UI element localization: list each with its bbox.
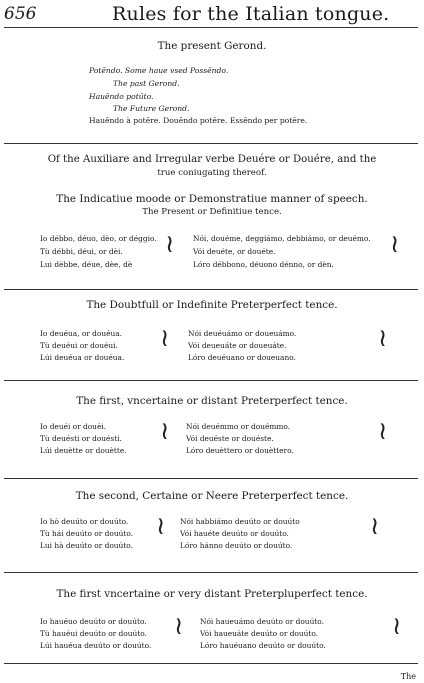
pluperfect-left-3: Lúi hauéua deuúto or douúto. bbox=[40, 641, 152, 650]
pluperfect-right-1: Nói haueuámo deuúto or douúto. bbox=[200, 617, 324, 626]
brace-icon: ≀ bbox=[160, 416, 170, 445]
brace-icon: ≀ bbox=[160, 323, 170, 352]
header-rule bbox=[4, 27, 418, 28]
indicative-left-1: Io débbo, déuo, dèo, or déggio. bbox=[40, 234, 157, 243]
brace-icon: ≀ bbox=[370, 511, 380, 540]
first-uncertain-right-2: Vói deuéste or douéste. bbox=[186, 434, 274, 443]
second-certain-heading: The second, Certaine or Neere Preterperfect tence. bbox=[75, 490, 349, 502]
rule-1 bbox=[4, 143, 418, 144]
second-certain-right-2: Vói hauéte deuúto or douúto. bbox=[180, 529, 289, 538]
gerond-past-heading: The past Gerond. bbox=[113, 79, 180, 88]
indicative-left-3: Lui dèbbe, déue, dèe, dè bbox=[40, 260, 133, 269]
indicative-subheading: The Present or Definitiue tence. bbox=[142, 207, 282, 217]
doubtful-right-1: Nói deuéuámo or doueuámo. bbox=[188, 329, 297, 338]
pluperfect-left-1: Io hauéuo deuúto or douúto. bbox=[40, 617, 147, 626]
brace-icon: ≀ bbox=[156, 511, 166, 540]
indicative-heading: The Indicatiue moode or Demonstratiue manner of speech. bbox=[56, 193, 368, 205]
catchword: The bbox=[400, 672, 416, 681]
brace-icon: ≀ bbox=[390, 229, 400, 258]
gerond-present-line: Potēndo. Some haue vsed Possēndo. bbox=[89, 66, 229, 75]
indicative-right-1: Nói, douéme, deggiámo, debbiámo, or deuémo. bbox=[193, 234, 371, 243]
auxiliary-title-line1: Of the Auxiliare and Irregular verbe Deuére or Douére, and the bbox=[47, 154, 377, 165]
pluperfect-right-2: Vói haueuáte deuúto or douúto. bbox=[200, 629, 319, 638]
first-uncertain-right-3: Lóro deuèttero or douèttero. bbox=[186, 446, 294, 455]
running-title: Rules for the Italian tongue. bbox=[112, 3, 390, 25]
rule-6 bbox=[4, 663, 418, 664]
brace-icon: ≀ bbox=[378, 323, 388, 352]
first-uncertain-left-2: Tù deuésti or douésti. bbox=[40, 434, 122, 443]
first-uncertain-right-1: Nói deuémmo or douémmo. bbox=[186, 422, 291, 431]
pluperfect-right-3: Lóro hauéuano deuúto or douúto. bbox=[200, 641, 326, 650]
page-number: 656 bbox=[4, 4, 37, 24]
doubtful-left-1: Io deuéua, or douéua. bbox=[40, 329, 122, 338]
pluperfect-left-2: Tù hauéui deuúto or douúto. bbox=[40, 629, 147, 638]
second-certain-left-2: Tù hái deuúto or douúto. bbox=[40, 529, 133, 538]
brace-icon: ≀ bbox=[174, 611, 184, 640]
indicative-right-2: Vói deuéte, or douéte. bbox=[193, 247, 276, 256]
rule-4 bbox=[4, 478, 418, 479]
gerond-future-heading: The Future Gerond. bbox=[113, 104, 190, 113]
brace-icon: ≀ bbox=[378, 416, 388, 445]
doubtful-heading: The Doubtfull or Indefinite Preterperfect tence. bbox=[86, 299, 338, 311]
rule-3 bbox=[4, 380, 418, 381]
brace-icon: ≀ bbox=[392, 611, 402, 640]
gerond-past-line: Hauēndo potūto. bbox=[89, 92, 154, 101]
pluperfect-heading: The first vncertaine or very distant Preterpluperfect tence. bbox=[56, 588, 368, 600]
doubtful-left-2: Tù deuéui or douéui. bbox=[40, 341, 118, 350]
doubtful-left-3: Lúi deuéua or douéua. bbox=[40, 353, 125, 362]
auxiliary-title-line2: true coniugating thereof. bbox=[157, 168, 267, 178]
second-certain-right-1: Nói habbiámo deuúto or douúto bbox=[180, 517, 300, 526]
first-uncertain-left-1: Io deuéi or douéi. bbox=[40, 422, 107, 431]
second-certain-left-1: Io hò deuúto or douúto. bbox=[40, 517, 129, 526]
second-certain-left-3: Lui hà deuúto or douúto. bbox=[40, 541, 133, 550]
indicative-right-3: Lóro débbono, déuono dénno, or dèn. bbox=[193, 260, 334, 269]
second-certain-right-3: Lóro hánno deuúto or douúto. bbox=[180, 541, 293, 550]
gerond-heading: The present Gerond. bbox=[157, 40, 267, 52]
brace-icon: ≀ bbox=[165, 229, 175, 258]
indicative-left-2: Tù débbi, déui, or dèi. bbox=[40, 247, 123, 256]
rule-2 bbox=[4, 289, 418, 290]
first-uncertain-left-3: Lúi deuètte or douètte. bbox=[40, 446, 127, 455]
doubtful-right-3: Lóro deuéuano or doueuano. bbox=[188, 353, 296, 362]
doubtful-right-2: Vói deueuáte or doueuáte. bbox=[188, 341, 287, 350]
gerond-future-line: Hauēndo à potēre. Douēndo potēre. Essēndo per potēre. bbox=[89, 116, 308, 125]
first-uncertain-heading: The first, vncertaine or distant Preterperfect tence. bbox=[76, 395, 348, 407]
rule-5 bbox=[4, 572, 418, 573]
